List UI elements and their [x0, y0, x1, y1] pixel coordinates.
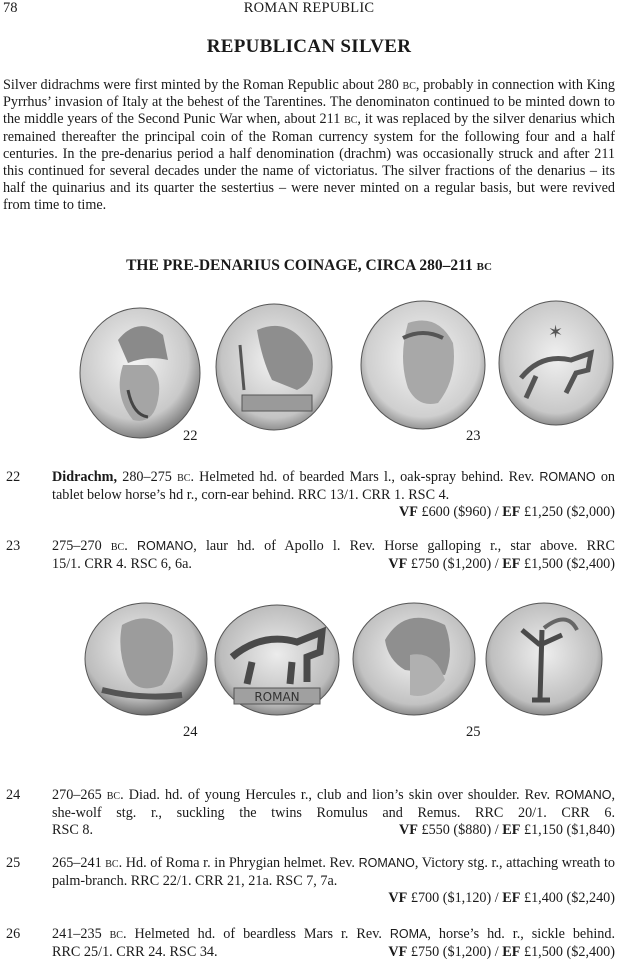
- catalog-entry-25: [0, 855, 618, 908]
- entry-number: 24: [6, 787, 21, 803]
- entry-number: 25: [6, 855, 21, 871]
- entry-description: Didrachm, 280–275 bc. Helmeted hd. of bearded Mars l., oak-spray behind. Rev. ROMANO on tablet below horse’s hd r., corn-ear behind. RRC 13/1. CRR 1. RSC 4.: [52, 469, 616, 503]
- subsection-title: THE PRE-DENARIUS COINAGE, CIRCA 280–211 bc: [126, 257, 492, 274]
- entry-price: VF £600 ($960) / EF £1,250 ($2,000): [399, 504, 615, 520]
- entry-price: VF £750 ($1,200) / EF £1,500 ($2,400): [388, 943, 615, 960]
- coin-22-reverse-image: [212, 300, 337, 435]
- entry-number: 23: [6, 538, 21, 554]
- plate-label-22: 22: [183, 428, 198, 444]
- coin-legend: ROMANO: [136, 539, 194, 553]
- entry-references: RSC 8.: [52, 822, 94, 838]
- coin-23-obverse-image: [358, 298, 488, 433]
- plate-label-25: 25: [466, 724, 481, 740]
- coin-legend: ROMANO: [358, 856, 415, 870]
- entry-references: 15/1. CRR 4. RSC 6, 6a.: [52, 555, 192, 572]
- coin-24-reverse-image: [212, 602, 342, 718]
- page-number: 78: [3, 0, 18, 16]
- coin-legend: ROMA: [389, 927, 428, 941]
- running-header: [0, 0, 618, 20]
- catalog-entry-24: [0, 787, 618, 840]
- entry-number: 26: [6, 926, 21, 942]
- coin-legend: ROMANO: [555, 788, 612, 802]
- entry-description: 270–265 bc. Diad. hd. of young Hercules r., club and lion’s skin over shoulder. Rev. ROMANO, she-wolf stg. r., suckling the twins Romulus and Remus. RRC 20/1. CRR 6.: [52, 787, 615, 821]
- plate-label-23: 23: [466, 428, 481, 444]
- coin-25-obverse-image: [350, 600, 478, 718]
- coin-25-reverse-image: [482, 600, 606, 718]
- entry-price: VF £750 ($1,200) / EF £1,500 ($2,400): [388, 555, 615, 572]
- coin-22-obverse-image: [78, 305, 203, 440]
- svg-text:✶: ✶: [548, 322, 564, 343]
- coin-24-obverse-image: [82, 600, 210, 718]
- entry-description: 241–235 bc. Helmeted hd. of beardless Mars r. Rev. ROMA, horse’s hd. r., sickle behind.: [52, 926, 615, 942]
- catalog-entry-23: [0, 538, 618, 573]
- entry-description: 265–241 bc. Hd. of Roma r. in Phrygian helmet. Rev. ROMANO, Victory stg. r., attaching wreath to palm-branch. RRC 22/1. CRR 21, 21a. RSC 7, 7a.: [52, 855, 615, 889]
- coin-23-reverse-image: [496, 298, 616, 428]
- entry-references: RRC 25/1. CRR 24. RSC 34.: [52, 943, 218, 960]
- section-title: REPUBLICAN SILVER: [206, 36, 412, 57]
- coin-24-legend: ROMAN: [254, 690, 300, 704]
- intro-paragraph: Silver didrachms were first minted by the Roman Republic about 280 bc, probably in connection with King Pyrrhus’ invasion of Italy at the behest of the Tarentines. The denominaton continued to be minted down to the middle years of the Second Punic War when, about 211 bc, it was replaced by the silver denarius which remained thereafter the principal coin of the Roman currency system for the following four and a half centuries. In the pre-denarius period a half denomination (drachm) was occasionally struck and after 211 this continued for several decades under the name of victoriatus. The silver fractions of the denarius – its half the quinarius and its quarter the sestertius – were never minted on a regular basis, but were revived from time to time.: [3, 77, 615, 214]
- entry-price: VF £550 ($880) / EF £1,150 ($1,840): [399, 822, 615, 838]
- catalog-entry-22: [0, 469, 618, 522]
- running-title: ROMAN REPUBLIC: [243, 0, 375, 16]
- catalog-entry-26: [0, 926, 618, 961]
- entry-number: 22: [6, 469, 21, 485]
- entry-price: VF £700 ($1,120) / EF £1,400 ($2,240): [388, 890, 615, 906]
- coin-legend: ROMANO: [539, 470, 596, 484]
- plate-label-24: 24: [183, 724, 198, 740]
- entry-description: 275–270 bc. ROMANO, laur hd. of Apollo l. Rev. Horse galloping r., star above. RRC: [52, 538, 616, 554]
